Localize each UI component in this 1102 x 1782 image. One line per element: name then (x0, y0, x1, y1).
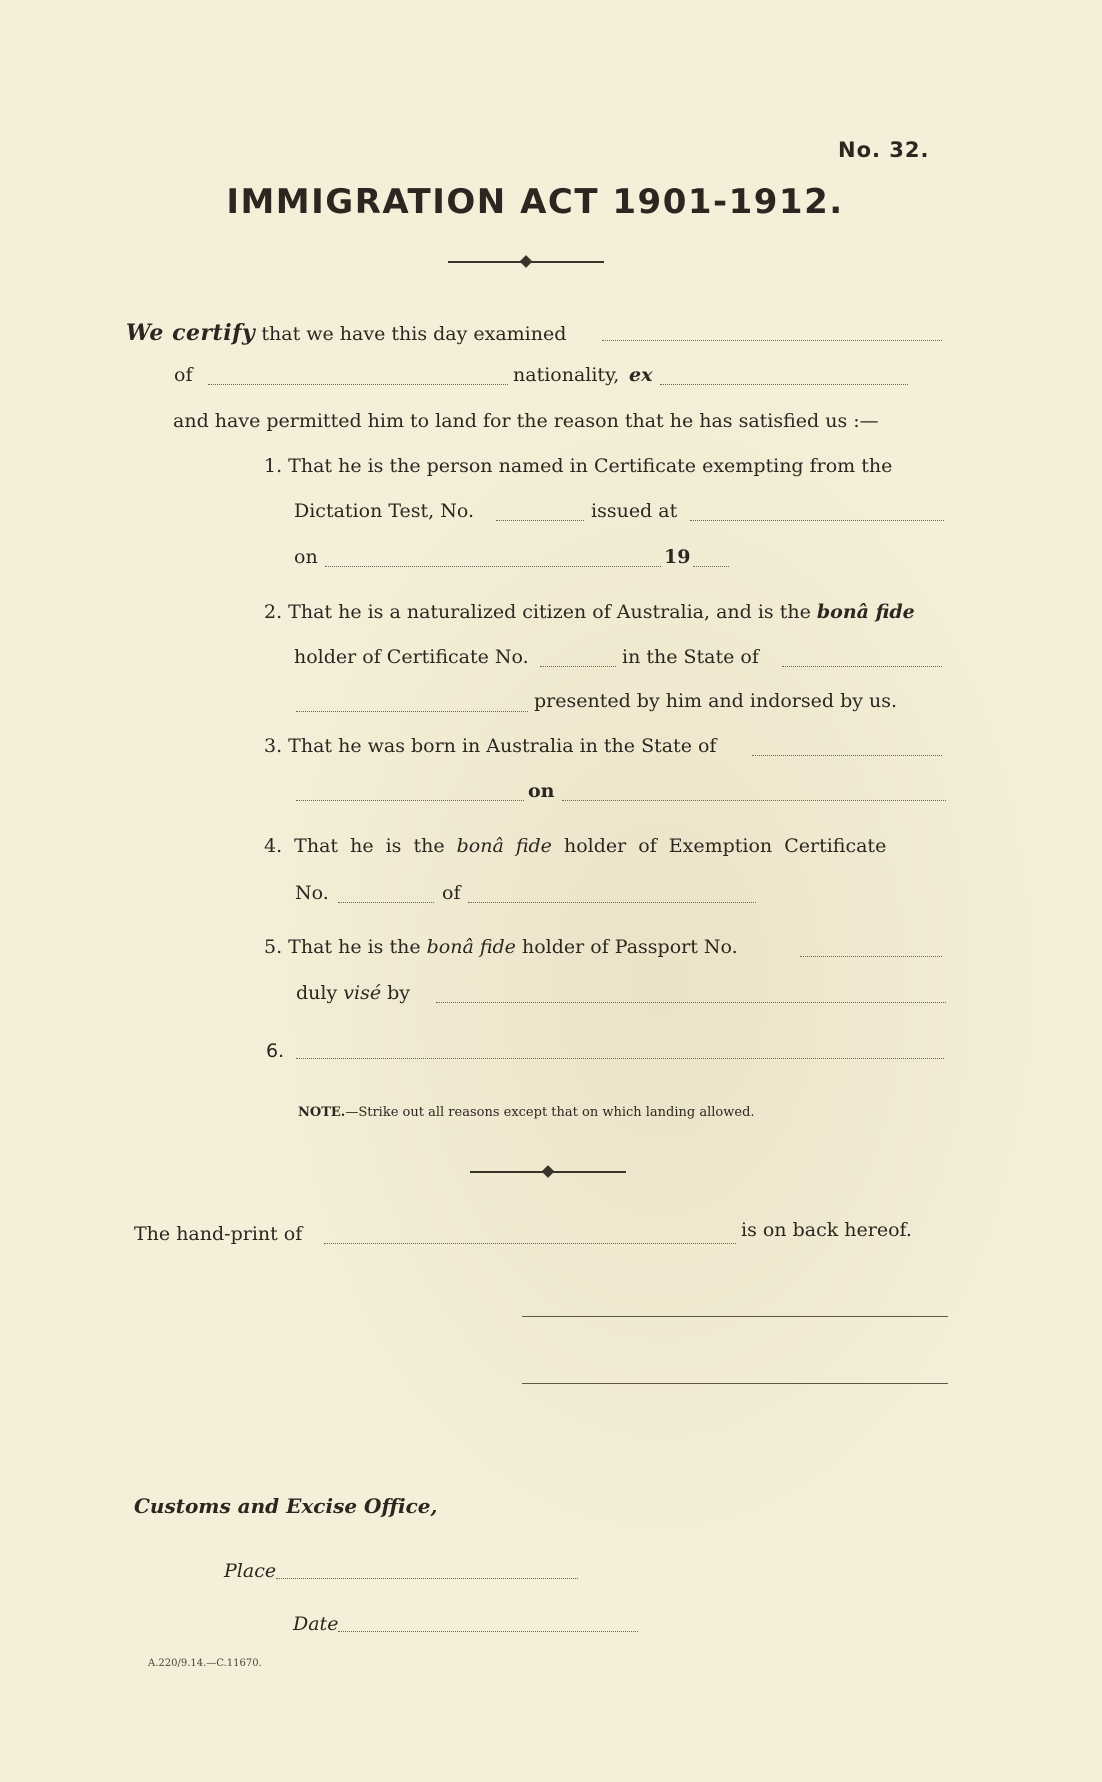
reason-2-text-a: 2. That he is a naturalized citizen of Australia, and is the (264, 601, 811, 623)
r4-no-label: No. (295, 882, 329, 904)
certificate-no-label: holder of Certificate No. (294, 646, 529, 668)
r4-of-label: of (442, 882, 461, 904)
dictation-label: Dictation Test, No. (294, 500, 475, 522)
presented-text: presented by him and indorsed by us. (534, 690, 898, 712)
r2-state-field[interactable] (782, 666, 942, 667)
r1-19-label: 19 (664, 546, 691, 568)
date-label: Date (293, 1613, 339, 1635)
reason-6-label: 6. (266, 1040, 285, 1062)
printer-reference: A.220/9.14.—C.11670. (148, 1658, 262, 1669)
reason-5-text-a: 5. That he is the (264, 936, 421, 958)
r1-on-field[interactable] (325, 566, 661, 567)
handprint-name-field[interactable] (324, 1243, 736, 1244)
reason-4-text-a: 4. That he is the (264, 835, 445, 857)
handprint-suffix: is on back hereof. (741, 1219, 912, 1241)
office-title: Customs and Excise Office, (134, 1494, 438, 1518)
handprint-label: The hand-print of (134, 1223, 303, 1245)
nationality-label: nationality, (513, 364, 620, 386)
note-line (298, 1105, 755, 1120)
duly-label: duly (296, 982, 338, 1004)
certify-text: that we have this day examined (261, 323, 567, 345)
page-title: IMMIGRATION ACT 1901-1912. (226, 182, 844, 222)
by-label: by (387, 982, 411, 1004)
certify-lead: We certify (126, 320, 256, 346)
examined-name-field[interactable] (602, 340, 942, 341)
note-text: —Strike out all reasons except that on which landing allowed. (345, 1105, 755, 1120)
r2-state-label: in the State of (622, 646, 759, 668)
certify-line (126, 320, 566, 346)
reason-3-text: 3. That he was born in Australia in the State of (264, 735, 717, 757)
reason-6-field[interactable] (296, 1058, 944, 1059)
reason-2-text (264, 601, 915, 623)
reason-1-text: 1. That he is the person named in Certificate exempting from the (264, 455, 893, 477)
r3-place-field[interactable] (296, 800, 524, 801)
reason-2-bona-fide: bonâ fide (816, 601, 915, 623)
reason-4-bona-fide: bonâ fide (456, 835, 552, 857)
of-field[interactable] (208, 384, 508, 385)
r2-continued-field[interactable] (296, 711, 528, 712)
certificate-no-field[interactable] (540, 666, 616, 667)
dictation-no-field[interactable] (496, 520, 584, 521)
ex-field[interactable] (660, 384, 908, 385)
reason-5-text (264, 936, 738, 958)
title-ornament (448, 261, 604, 263)
note-label: NOTE. (298, 1105, 346, 1120)
signature-line-2[interactable] (522, 1383, 948, 1384)
reason-5-bona-fide: bonâ fide (426, 936, 516, 958)
r4-no-field[interactable] (338, 902, 434, 903)
vise-by-field[interactable] (436, 1002, 946, 1003)
reason-4-text-b: holder of Exemption Certificate (563, 835, 887, 857)
reason-4-text (264, 835, 886, 857)
reason-5-text-b: holder of Passport No. (521, 936, 738, 958)
signature-line-1[interactable] (522, 1316, 948, 1317)
vise-label: visé (343, 982, 382, 1004)
section-ornament (470, 1171, 626, 1173)
passport-no-field[interactable] (800, 956, 942, 957)
r4-of-field[interactable] (468, 902, 756, 903)
issued-at-field[interactable] (690, 520, 944, 521)
of-label: of (174, 364, 193, 386)
duly-vise-line (296, 982, 410, 1004)
r3-on-label: on (528, 780, 555, 802)
place-label: Place (224, 1560, 277, 1582)
r3-state-field[interactable] (752, 755, 942, 756)
form-number: No. 32. (838, 138, 930, 162)
r1-year-field[interactable] (693, 566, 729, 567)
place-field[interactable] (276, 1578, 578, 1579)
r3-on-field[interactable] (562, 800, 946, 801)
issued-at-label: issued at (591, 500, 678, 522)
r1-on-label: on (294, 546, 318, 568)
date-field[interactable] (338, 1631, 638, 1632)
permitted-text: and have permitted him to land for the reason that he has satisfied us :— (173, 410, 879, 432)
ex-label: ex (629, 364, 653, 386)
